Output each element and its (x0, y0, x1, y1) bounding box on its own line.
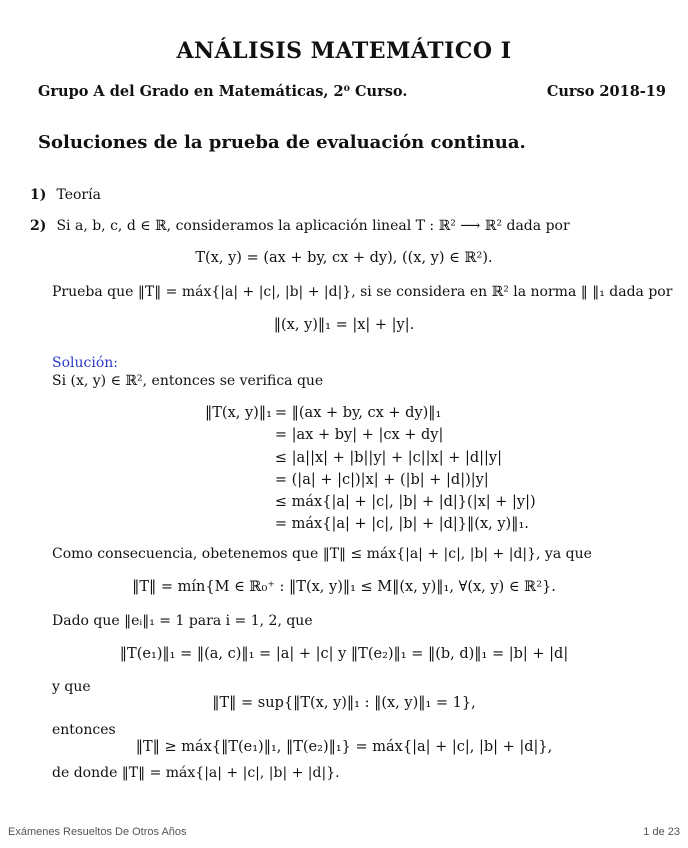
inequality-rhs: = (|a| + |c|)|x| + (|b| + |d|)|y| (274, 471, 489, 488)
item-2-text: Si a, b, c, d ∈ ℝ, consideramos la aplicación lineal T : ℝ² ⟶ ℝ² dada por (56, 218, 570, 234)
and-text: y que (52, 679, 91, 695)
item-1-text: Teoría (56, 187, 101, 203)
course-year-label: Curso 2018-19 (546, 83, 666, 100)
inequality-lhs (205, 491, 275, 513)
equation-final: ‖T‖ ≥ máx{‖T(e₁)‖₁, ‖T(e₂)‖₁} = máx{|a| + |c|, |b| + |d|}, (135, 739, 553, 755)
footer-title: Exámenes Resueltos De Otros Años (8, 826, 187, 838)
inequality-rhs: = ‖(ax + by, cx + dy)‖₁ (274, 405, 442, 421)
solution-label: Solución: (52, 355, 118, 371)
item-1 (30, 187, 101, 203)
equation-norm: ‖(x, y)‖₁ = |x| + |y|. (273, 317, 415, 333)
equation-basis: ‖T(e₁)‖₁ = ‖(a, c)‖₁ = |a| + |c| y ‖T(e₂)‖₁ = ‖(b, d)‖₁ = |b| + |d| (119, 646, 569, 662)
page-number: 1 de 23 (643, 826, 680, 838)
inequality-line (205, 402, 536, 424)
inequality-lhs (205, 424, 275, 446)
inequality-rhs: = |ax + by| + |cx + dy| (274, 427, 444, 444)
inequality-line (205, 424, 536, 446)
inequality-lhs: ‖T(x, y)‖₁ (205, 405, 272, 421)
group-label: Grupo A del Grado en Matemáticas, 2⁰ Curso. (38, 83, 408, 100)
inequality-lhs (205, 447, 275, 469)
solution-intro: Si (x, y) ∈ ℝ², entonces se verifica que (52, 373, 324, 389)
equation-min: ‖T‖ = mín{M ∈ ℝ₀⁺ : ‖T(x, y)‖₁ ≤ M‖(x, y)‖₁, ∀(x, y) ∈ ℝ²}. (132, 579, 556, 595)
inequality-line (205, 469, 536, 491)
inequality-chain (205, 402, 536, 536)
inequality-line (205, 447, 536, 469)
inequality-line (205, 491, 536, 513)
inequality-rhs: ≤ máx{|a| + |c|, |b| + |d|}(|x| + |y|) (274, 494, 536, 511)
inequality-lhs (205, 469, 275, 491)
section-heading: Soluciones de la prueba de evaluación continua. (38, 132, 526, 153)
prove-statement: Prueba que ‖T‖ = máx{|a| + |c|, |b| + |d|}, si se considera en ℝ² la norma ‖ ‖₁ dada por (52, 284, 673, 300)
item-2 (30, 218, 570, 234)
then-text: entonces (52, 722, 116, 738)
item-2-number: 2) (30, 218, 47, 234)
document-title: ANÁLISIS MATEMÁTICO I (176, 38, 512, 64)
equation-sup: ‖T‖ = sup{‖T(x, y)‖₁ : ‖(x, y)‖₁ = 1}, (212, 695, 476, 711)
equation-map: T(x, y) = (ax + by, cx + dy), ((x, y) ∈ ℝ²). (195, 250, 493, 266)
given-text: Dado que ‖eᵢ‖₁ = 1 para i = 1, 2, que (52, 613, 313, 629)
inequality-rhs: ≤ |a||x| + |b||y| + |c||x| + |d||y| (274, 449, 502, 466)
conclusion-text: de donde ‖T‖ = máx{|a| + |c|, |b| + |d|}. (52, 765, 340, 781)
course-info-row (38, 83, 666, 100)
inequality-line (205, 513, 536, 535)
item-1-number: 1) (30, 187, 47, 203)
inequality-lhs (205, 513, 275, 535)
inequality-rhs: = máx{|a| + |c|, |b| + |d|}‖(x, y)‖₁. (274, 516, 529, 533)
consequence-text: Como consecuencia, obetenemos que ‖T‖ ≤ máx{|a| + |c|, |b| + |d|}, ya que (52, 546, 592, 562)
